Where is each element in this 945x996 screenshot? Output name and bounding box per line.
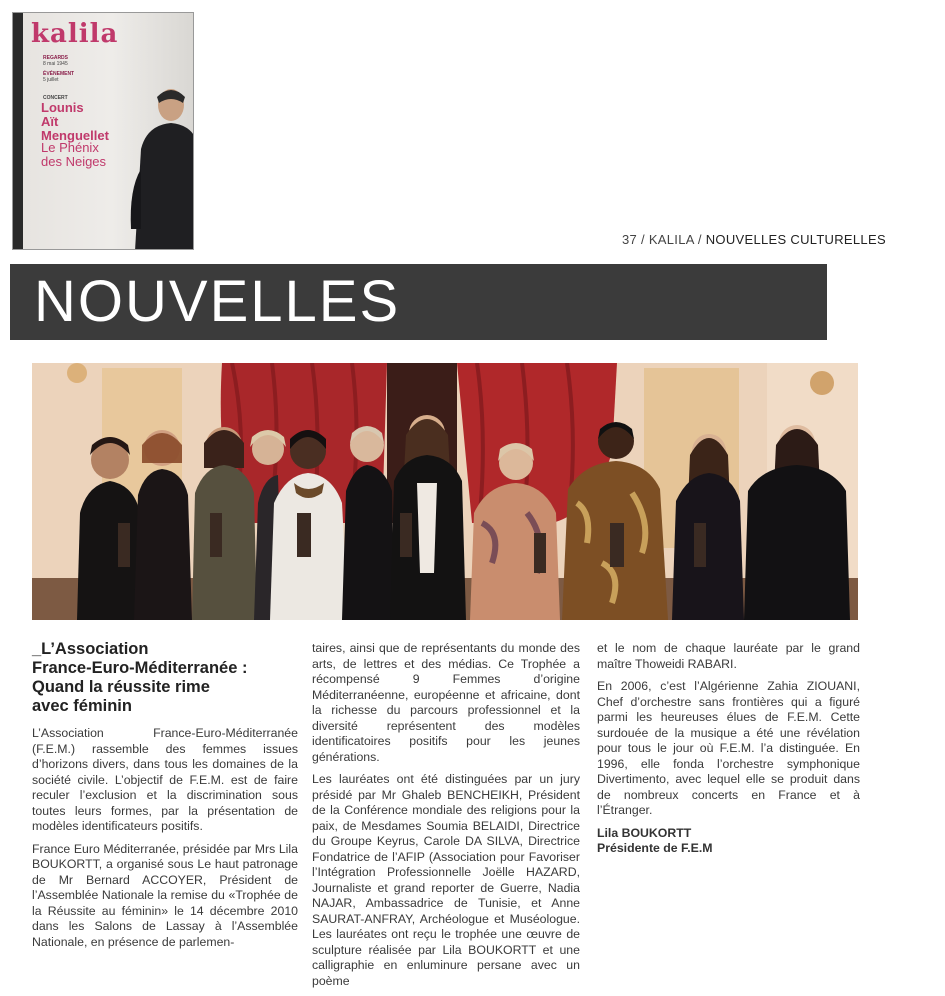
cover-artist: Lounis Aït Menguellet: [41, 100, 109, 143]
article-column-3: [597, 641, 860, 856]
section-title: NOUVELLES: [34, 269, 401, 334]
cover-spine: [13, 13, 23, 249]
paragraph: Les lauréates ont été distinguées par un jury présidé par Mr Ghaleb BENCHEIKH, Président de la Conférence mondiale des religions pour la paix, de Mesdames Soumia BELAIDI, Directrice du Groupe Keyrus, Carole DA SILVA, Directrice Fondatrice de l’AFIP (Association pour Favoriser l’Intégration Professionnelle Joëlle HAZARD, Journaliste et grand reporter de Guerre, Nadia NAJAR, Ambassadrice de Tunisie, et Anne SAURAT-ANFRAY, Archéologue et Muséologue. Les lauréates ont reçu le trophée une œuvre de sculpture réalisée par Lila BOUKORTT et une calligraphie en enluminure persane avec un poème: [312, 772, 580, 988]
paragraph: taires, ainsi que de représentants du monde des arts, de lettres et des médias. Ce Trophée a récompensé 9 Femmes d’origine Méditerranéenne, européenne et africaine, dont la richesse du parcours professionnel et la diversité représentent des modèles identificatoires positifs pour les jeunes générations.: [312, 641, 580, 764]
article-column-1: [32, 640, 298, 957]
cover-concert-label: CONCERT: [43, 95, 68, 101]
paragraph: En 2006, c’est l’Algérienne Zahia ZIOUANI, Chef d’orchestre sans frontières qui a figuré parmi les heureuses élues de F.E.M. Cette surdouée de la musique a été une révélation pour tous le jour où F.E.M. l’a distinguée. En 1996, elle fonda l’orchestre symphonique Divertimento, avec lequel elle se produit dans de nombreux concerts en France et à l’Étranger.: [597, 679, 860, 817]
cover-item-1: REGARDS 8 mai 1945: [43, 55, 69, 67]
cover-subtitle: Le Phénix des Neiges: [41, 140, 107, 169]
running-head: 37 / KALILA / NOUVELLES CULTURELLES: [622, 232, 886, 247]
magazine-cover: [12, 12, 194, 250]
section-banner: [10, 264, 827, 340]
cover-brand: kalila: [31, 19, 119, 49]
paragraph: L’Association France-Euro-Méditerranée (F.E.M.) rassemble des femmes issues d’horizons divers, dans tous les domaines de la société civile. L’objectif de F.E.M. est de faire reculer l’exclusion et la discrimination sous toutes leurs formes, par la présentation de modèles identificateurs positifs.: [32, 726, 298, 833]
cover-item-2: ÉVÉNEMENT 5 juillet: [43, 71, 75, 83]
paragraph: France Euro Méditerranée, présidée par Mrs Lila BOUKORTT, a organisé sous Le haut patronage de Mr Bernard ACCOYER, Président de l’Assemblée Nationale la remise du «Trophée de la Réussite au féminin» le 14 décembre 2010 dans les Salons de Lassay à l’Assemblée Nationale, en présence de parlemen-: [32, 841, 298, 949]
signature-title: Présidente de F.E.M: [597, 840, 713, 855]
signature-name: Lila BOUKORTT: [597, 825, 692, 840]
article-headline: _L’Association France-Euro-Méditerranée : Quand la réussite rime avec féminin: [32, 640, 248, 715]
group-photo: [32, 363, 858, 620]
cover-portrait-image: [121, 79, 194, 250]
signature: [597, 826, 860, 856]
paragraph: et le nom de chaque lauréate par le grand maître Thoweidi RABARI.: [597, 641, 860, 671]
article-column-2: [312, 641, 580, 996]
